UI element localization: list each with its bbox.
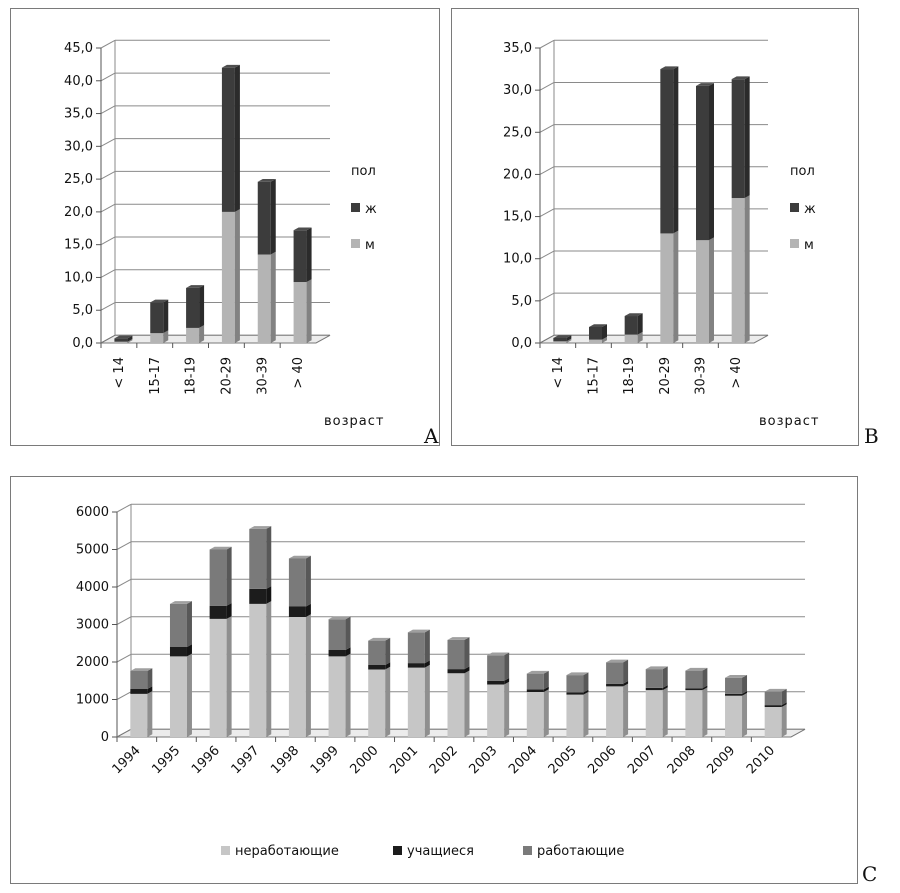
gridline-diag (117, 617, 131, 625)
bar-segment (289, 607, 306, 618)
bar-segment (294, 282, 307, 343)
bar-segment (696, 240, 709, 343)
bar-segment (329, 650, 346, 656)
bar-side (673, 231, 678, 343)
age-sex-chart-a (11, 9, 441, 447)
x-tick-label: 2002 (426, 743, 461, 778)
bar-segment (527, 689, 544, 692)
bar-segment (553, 341, 566, 343)
y-tick-label: 6000 (75, 505, 109, 520)
y-tick-label: 15,0 (503, 209, 532, 225)
gridline-diag (540, 82, 554, 90)
legend-swatch (393, 846, 402, 855)
x-axis-title: возраст (324, 414, 385, 429)
bar-side (306, 614, 311, 737)
bar-segment (249, 604, 266, 737)
x-tick-label: 18-19 (183, 357, 199, 395)
bar-side (385, 667, 390, 737)
bar-segment (258, 255, 271, 344)
bar-side (147, 691, 152, 737)
bar-segment (170, 656, 187, 737)
y-tick-label: 4000 (75, 580, 109, 595)
legend-swatch (221, 846, 230, 855)
y-tick-label: 0,0 (511, 336, 532, 351)
bar-segment (566, 692, 583, 694)
bar-segment (289, 559, 306, 607)
gridline-diag (540, 209, 554, 217)
bar-side (702, 668, 707, 688)
legend-label: м (365, 238, 375, 253)
x-tick-label: 20-29 (657, 357, 673, 395)
gridline-diag (540, 293, 554, 301)
bar-segment (170, 647, 187, 656)
gridline-diag (101, 303, 115, 311)
y-tick-label: 0 (100, 730, 109, 745)
gridline-diag (117, 579, 131, 587)
bar-segment (130, 689, 147, 694)
x-tick-label: 2003 (466, 743, 501, 778)
bar-segment (725, 694, 742, 696)
age-sex-chart-b (452, 9, 860, 447)
bar-segment (732, 79, 745, 198)
bar-segment (150, 302, 163, 333)
x-tick-label: 2006 (585, 743, 620, 778)
bar-segment (210, 550, 227, 606)
bar-side (623, 684, 628, 737)
x-axis-title: возраст (759, 414, 820, 429)
bar-side (199, 325, 204, 343)
yearly-status-chart-c (11, 477, 859, 885)
gridline-diag (117, 504, 131, 512)
bar-segment (566, 695, 583, 737)
y-tick-label: 10,0 (503, 251, 532, 267)
bar-side (266, 526, 271, 589)
gridline-diag (540, 167, 554, 175)
bar-segment (222, 68, 235, 212)
gridline-diag (101, 106, 115, 114)
y-tick-label: 30,0 (64, 139, 93, 155)
bar-side (702, 687, 707, 737)
bar-segment (408, 668, 425, 737)
bar-segment (566, 675, 583, 692)
bar-segment (765, 705, 782, 707)
legend-swatch (790, 203, 799, 212)
bar-segment (150, 333, 163, 343)
bar-segment (368, 665, 385, 670)
panel-label-a: A (424, 424, 439, 448)
y-tick-label: 15,0 (64, 237, 93, 253)
gridline-diag (101, 171, 115, 179)
panel-label-c: C (862, 862, 878, 886)
bar-segment (660, 69, 673, 233)
y-tick-label: 30,0 (503, 83, 532, 99)
bar-segment (258, 182, 271, 255)
bar-side (266, 601, 271, 737)
x-tick-label: 2005 (545, 743, 580, 778)
bar-side (346, 654, 351, 737)
gridline-diag (101, 40, 115, 48)
bar-side (235, 65, 240, 212)
bar-segment (210, 606, 227, 619)
bar-segment (130, 671, 147, 689)
bar-side (742, 675, 747, 694)
x-tick-label: < 14 (111, 357, 127, 389)
bar-side (187, 654, 192, 737)
bar-side (544, 689, 549, 737)
legend-label: ж (804, 202, 816, 217)
x-tick-label: 1994 (109, 743, 144, 778)
bar-segment (210, 619, 227, 737)
x-tick-label: 15-17 (586, 357, 602, 395)
bar-segment (487, 681, 504, 685)
chart-panel-b (451, 8, 859, 446)
bar-side (638, 313, 643, 334)
bar-side (745, 76, 750, 198)
x-tick-label: 2008 (664, 743, 699, 778)
y-tick-label: 35,0 (503, 41, 532, 56)
gridline-diag (101, 73, 115, 81)
bar-side (346, 617, 351, 651)
bar-segment (170, 604, 187, 647)
bar-segment (725, 696, 742, 737)
bar-segment (114, 338, 127, 341)
legend-label: учащиеся (407, 844, 474, 859)
bar-side (307, 279, 312, 343)
legend-label: работающие (537, 844, 625, 859)
x-tick-label: 15-17 (147, 357, 163, 395)
gridline-diag (540, 40, 554, 48)
bar-side (163, 300, 168, 334)
y-tick-label: 5,0 (511, 293, 532, 309)
bar-segment (646, 669, 663, 688)
legend-swatch (790, 239, 799, 248)
x-tick-label: < 14 (550, 357, 566, 389)
bar-segment (487, 655, 504, 681)
legend-swatch (351, 239, 360, 248)
y-tick-label: 20,0 (503, 167, 532, 183)
bar-segment (606, 684, 623, 687)
bar-segment (625, 316, 638, 335)
bar-segment (685, 690, 702, 737)
bar-segment (685, 671, 702, 689)
bar-side (583, 672, 588, 692)
gridline-diag (540, 125, 554, 133)
bar-side (271, 252, 276, 343)
bar-segment (527, 692, 544, 737)
bar-segment (408, 632, 425, 663)
bar-segment (660, 233, 673, 343)
legend-swatch (523, 846, 532, 855)
bar-segment (329, 656, 346, 737)
bar-segment (606, 662, 623, 683)
bar-side (544, 671, 549, 690)
bar-segment (606, 686, 623, 737)
bar-side (745, 195, 750, 343)
bar-segment (625, 335, 638, 343)
gridline-diag (101, 204, 115, 212)
bar-side (623, 660, 628, 684)
bar-segment (646, 690, 663, 737)
bar-segment (368, 670, 385, 738)
bar-segment (527, 674, 544, 690)
x-tick-label: 20-29 (219, 357, 235, 395)
gridline-diag (101, 139, 115, 147)
bar-segment (114, 342, 127, 343)
bar-segment (589, 340, 602, 343)
bar-side (782, 704, 787, 737)
bar-side (227, 603, 232, 619)
bar-side (425, 630, 430, 664)
x-tick-label: 1999 (307, 743, 342, 778)
legend-title: пол (790, 164, 815, 179)
y-tick-label: 3000 (75, 617, 109, 633)
y-tick-label: 0,0 (72, 336, 93, 351)
bar-segment (487, 685, 504, 738)
gridline-diag (101, 237, 115, 245)
y-tick-label: 20,0 (64, 204, 93, 220)
bar-side (235, 209, 240, 343)
x-tick-label: 1995 (149, 743, 184, 778)
bar-segment (368, 641, 385, 665)
bar-segment (696, 86, 709, 240)
bar-side (504, 653, 509, 681)
bar-side (709, 237, 714, 343)
bar-side (425, 665, 430, 737)
legend-swatch (351, 203, 360, 212)
bar-segment (249, 529, 266, 589)
x-tick-label: 18-19 (622, 357, 638, 395)
bar-segment (294, 230, 307, 282)
legend-label: м (804, 238, 814, 253)
bar-segment (289, 617, 306, 737)
bar-segment (222, 212, 235, 343)
bar-side (465, 671, 470, 738)
x-tick-label: 2010 (743, 743, 779, 778)
bar-segment (249, 589, 266, 604)
bar-segment (685, 688, 702, 690)
legend-title: пол (351, 164, 376, 179)
bar-side (782, 689, 787, 705)
bar-segment (186, 328, 199, 343)
bar-side (271, 179, 276, 255)
bar-side (663, 687, 668, 737)
chart-panel-a (10, 8, 440, 446)
bar-side (673, 66, 678, 233)
x-tick-label: 1998 (268, 743, 303, 778)
bar-side (583, 692, 588, 737)
legend-label: ж (365, 202, 377, 217)
bar-segment (732, 198, 745, 343)
bar-side (465, 637, 470, 669)
bar-side (266, 586, 271, 604)
bar-side (306, 556, 311, 607)
gridline-diag (101, 270, 115, 278)
bar-side (227, 616, 232, 737)
bar-segment (448, 640, 465, 669)
x-tick-label: 30-39 (693, 357, 709, 395)
x-tick-label: 30-39 (255, 357, 271, 395)
bar-side (227, 547, 232, 606)
x-tick-label: 2000 (347, 743, 382, 778)
x-tick-label: 2007 (625, 743, 660, 778)
panel-label-b: B (864, 424, 879, 448)
bar-segment (589, 327, 602, 340)
bar-side (199, 285, 204, 328)
bar-segment (329, 619, 346, 650)
bar-segment (725, 678, 742, 694)
bar-side (147, 668, 152, 689)
x-tick-label: 2009 (704, 743, 739, 778)
gridline-diag (117, 654, 131, 662)
bar-side (504, 682, 509, 737)
y-tick-label: 5,0 (72, 303, 93, 319)
bar-segment (765, 692, 782, 706)
bar-segment (408, 663, 425, 668)
x-tick-label: 1996 (188, 743, 223, 778)
bar-segment (646, 688, 663, 690)
chart-panel-c (10, 476, 858, 884)
bar-segment (553, 338, 566, 341)
bar-segment (765, 707, 782, 737)
gridline-diag (117, 692, 131, 700)
bar-side (307, 227, 312, 282)
y-tick-label: 35,0 (64, 106, 93, 122)
bar-segment (130, 694, 147, 737)
y-tick-label: 25,0 (503, 125, 532, 141)
y-tick-label: 25,0 (64, 172, 93, 188)
y-tick-label: 2000 (75, 655, 109, 670)
x-tick-label: 1997 (228, 743, 263, 778)
bar-side (663, 666, 668, 688)
bar-segment (448, 673, 465, 737)
y-tick-label: 40,0 (64, 73, 93, 89)
bar-side (709, 83, 714, 240)
x-tick-label: > 40 (291, 357, 307, 389)
x-tick-label: > 40 (729, 357, 745, 389)
legend-label: неработающие (235, 844, 339, 859)
bar-segment (186, 288, 199, 328)
y-tick-label: 10,0 (64, 270, 93, 286)
x-tick-label: 2001 (387, 743, 422, 778)
y-tick-label: 1000 (75, 692, 109, 708)
bar-side (385, 638, 390, 665)
x-tick-label: 2004 (506, 743, 541, 778)
gridline-diag (540, 251, 554, 259)
y-tick-label: 5000 (75, 542, 109, 558)
bar-side (742, 693, 747, 737)
y-tick-label: 45,0 (64, 41, 93, 56)
gridline-diag (117, 542, 131, 550)
bar-segment (448, 669, 465, 673)
bar-side (187, 601, 192, 647)
